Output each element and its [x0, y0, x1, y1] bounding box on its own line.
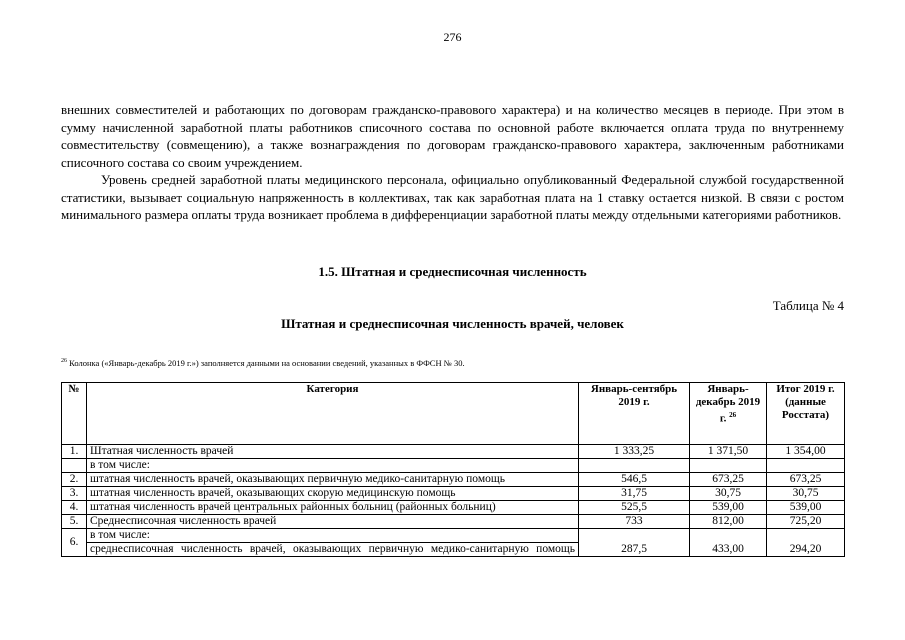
header-jan-dec [690, 383, 767, 445]
row-jan-sep [579, 459, 690, 473]
table-row [62, 501, 845, 515]
row-jan-sep: 546,5 [579, 473, 690, 487]
row-category: штатная численность врачей центральных районных больниц (районных больниц) [87, 501, 579, 515]
row-num: 1. [62, 445, 87, 459]
row-num [62, 459, 87, 473]
table-row [62, 529, 845, 557]
footnote [61, 358, 465, 368]
row-num: 6. [62, 529, 87, 557]
row-jan-dec: 812,00 [690, 515, 767, 529]
table-row [62, 515, 845, 529]
row-jan-dec: 673,25 [690, 473, 767, 487]
footnote-mark: 26 [61, 358, 67, 365]
row-jan-sep: 287,5 [579, 529, 690, 557]
header-num: № [62, 383, 87, 445]
row-category-cell [87, 529, 579, 557]
row-jan-dec: 1 371,50 [690, 445, 767, 459]
header-jan-dec-footnote: 26 [729, 411, 737, 419]
row-category: в том числе: [87, 459, 579, 473]
row-num: 3. [62, 487, 87, 501]
row-total: 1 354,00 [767, 445, 845, 459]
header-jan-dec-label: Январь-декабрь 2019 г. [695, 383, 761, 425]
table-row [62, 473, 845, 487]
header-category: Категория [87, 383, 579, 445]
row-jan-dec: 433,00 [690, 529, 767, 557]
table-row [62, 459, 845, 473]
row-total: 539,00 [767, 501, 845, 515]
row-total: 294,20 [767, 529, 845, 557]
page-number: 276 [443, 30, 462, 44]
table-header-row [62, 383, 845, 445]
row-total [767, 459, 845, 473]
row-category: среднесписочная численность врачей, оказывающих первичную медико-санитарную помощь [87, 542, 578, 556]
row-num: 4. [62, 501, 87, 515]
row-jan-sep: 525,5 [579, 501, 690, 515]
row-jan-dec: 539,00 [690, 501, 767, 515]
row-category-pre: в том числе: [90, 529, 150, 541]
row-jan-sep: 733 [579, 515, 690, 529]
row-jan-dec [690, 459, 767, 473]
footnote-text: Колонка («Январь-декабрь 2019 г.») заполняется данными на основании сведений, указанных в ФФСН № 30. [67, 358, 465, 368]
row-total: 30,75 [767, 487, 845, 501]
table-row [62, 445, 845, 459]
row-total: 673,25 [767, 473, 845, 487]
table-number: Таблица № 4 [772, 298, 844, 313]
row-jan-sep: 31,75 [579, 487, 690, 501]
header-jan-sep: Январь-сентябрь 2019 г. [579, 383, 690, 445]
row-jan-dec: 30,75 [690, 487, 767, 501]
staff-table [61, 382, 845, 557]
body-paragraph-2: Уровень средней заработной платы медицинского персонала, официально опубликованный Федеральной службой государственной статистики, вызывает социальную напряженность в коллективах, так как заработная плата на 1 ставку остается низкой. В связи с ростом минимального размера оплаты труда возникает проблема в дифференциации заработной платы между отдельными категориями работников. [61, 172, 844, 222]
row-category: Штатная численность врачей [87, 445, 579, 459]
row-num: 2. [62, 473, 87, 487]
section-heading: 1.5. Штатная и среднесписочная численность [318, 264, 587, 279]
body-paragraph-1: внешних совместителей и работающих по договорам гражданско-правового характера) и на количество месяцев в периоде. При этом в сумму начисленной заработной платы работников списочного состава по основной работе включается оплата труда по внутреннему совместительству (совмещению), а также вознаграждения по договорам гражданско-правового характера, заключенным работниками списочного состава со своим учреждением. [61, 102, 844, 170]
row-category: Среднесписочная численность врачей [87, 515, 579, 529]
table-row [62, 487, 845, 501]
row-category: штатная численность врачей, оказывающих скорую медицинскую помощь [87, 487, 579, 501]
table-title: Штатная и среднесписочная численность врачей, человек [281, 316, 624, 331]
header-total-rosstat: Итог 2019 г. (данные Росстата) [767, 383, 845, 445]
row-jan-sep: 1 333,25 [579, 445, 690, 459]
row-total: 725,20 [767, 515, 845, 529]
row-num: 5. [62, 515, 87, 529]
row-category: штатная численность врачей, оказывающих первичную медико-санитарную помощь [87, 473, 579, 487]
